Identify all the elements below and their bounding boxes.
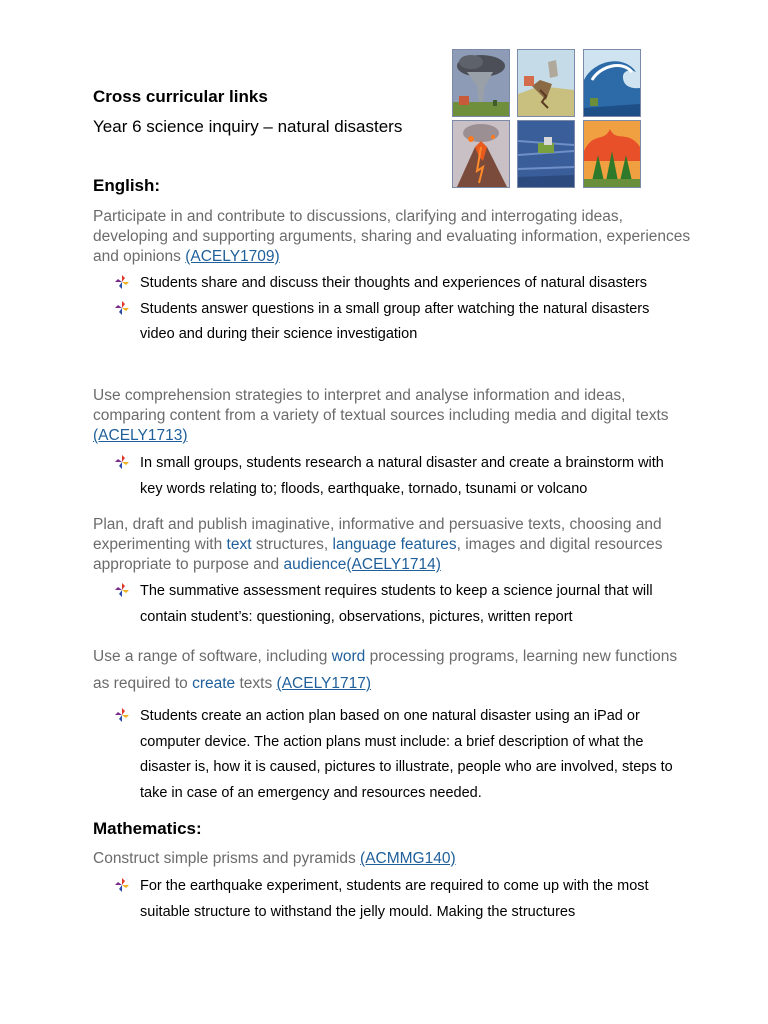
natural-disasters-images <box>452 49 640 187</box>
volcano-icon <box>452 120 510 188</box>
outcome-text: Use comprehension strategies to interpret and analyse information and ideas, comparing content from a variety of textual sources including media and digital texts <box>93 387 669 424</box>
english-outcome-2 <box>93 386 693 446</box>
audience-keyword-link[interactable]: audience <box>283 556 347 573</box>
pinwheel-bullet-icon <box>115 878 129 892</box>
pinwheel-bullet-icon <box>115 301 129 315</box>
mathematics-heading: Mathematics: <box>93 819 202 838</box>
document-subtitle: Year 6 science inquiry – natural disasters <box>93 117 403 136</box>
earthquake-icon <box>517 49 575 117</box>
text-keyword-link[interactable]: text <box>226 536 252 553</box>
list-item: Students create an action plan based on one natural disaster using an iPad or computer device. The action plans must include: a brief description of what the disaster is, how it is caused, pictures to illustrate, people who are involved, steps to take in case of an emergency and resources needed. <box>115 704 675 806</box>
bushfire-icon <box>583 120 641 188</box>
acmmg140-link[interactable]: (ACMMG140) <box>360 850 456 867</box>
list-item: The summative assessment requires students to keep a science journal that will contain student’s: questioning, observations, pictures, written report <box>115 579 675 630</box>
math-outcome-1: Construct simple prisms and pyramids (ACMMG140) <box>93 850 456 867</box>
create-keyword-link[interactable]: create <box>192 675 236 692</box>
acely1717-link[interactable]: (ACELY1717) <box>276 675 372 692</box>
english-outcome-3-bullets <box>115 579 675 630</box>
tsunami-icon <box>583 49 641 117</box>
list-item: Students share and discuss their thoughts and experiences of natural disasters <box>115 271 675 297</box>
pinwheel-bullet-icon <box>115 455 129 469</box>
list-item: For the earthquake experiment, students are required to come up with the most suitable structure to withstand the jelly mould. Making the structures <box>115 874 675 925</box>
pinwheel-bullet-icon <box>115 275 129 289</box>
flood-icon <box>517 120 575 188</box>
acely1713-link[interactable]: (ACELY1713) <box>93 427 188 444</box>
outcome-text: Participate in and contribute to discussions, clarifying and interrogating ideas, developing and supporting arguments, sharing and evaluating information, experiences and opinions <box>93 208 691 265</box>
english-outcome-1-bullets <box>115 271 675 348</box>
english-outcome-2-bullets <box>115 451 675 502</box>
acely1714-link[interactable]: (ACELY1714) <box>346 556 441 573</box>
document-title: Cross curricular links <box>93 87 268 106</box>
pinwheel-bullet-icon <box>115 708 129 722</box>
list-item: In small groups, students research a natural disaster and create a brainstorm with key words relating to; floods, earthquake, tornado, tsunami or volcano <box>115 451 675 502</box>
english-heading: English: <box>93 176 161 195</box>
english-outcome-4-bullets <box>115 704 675 806</box>
list-item: Students answer questions in a small group after watching the natural disasters video and during their science investigation <box>115 297 675 348</box>
tornado-icon <box>452 49 510 117</box>
word-keyword-link[interactable]: word <box>331 648 366 665</box>
english-outcome-3: Plan, draft and publish imaginative, informative and persuasive texts, choosing and experimenting with text structures, language features, images and digital resources appropriate to purpose and audience(ACELY1714) <box>93 516 663 573</box>
language-features-keyword-link[interactable]: language features <box>332 536 457 553</box>
pinwheel-bullet-icon <box>115 583 129 597</box>
english-outcome-1 <box>93 207 693 267</box>
math-outcome-1-bullets <box>115 874 675 925</box>
acely1709-link[interactable]: (ACELY1709) <box>185 248 280 265</box>
english-outcome-4: Use a range of software, including word processing programs, learning new functions as required to create texts (ACELY1717) <box>93 648 678 692</box>
